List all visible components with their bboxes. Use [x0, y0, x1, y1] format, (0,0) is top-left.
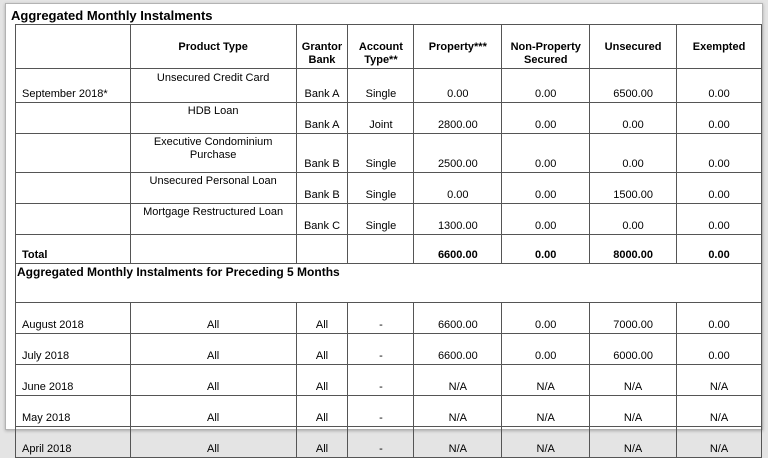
table-row — [16, 103, 762, 134]
month-cell: April 2018 — [16, 427, 131, 458]
month-cell: June 2018 — [16, 365, 131, 396]
report-title: Aggregated Monthly Instalments — [11, 8, 213, 23]
property-cell: 6600.00 — [414, 334, 502, 365]
bank-cell: All — [296, 303, 348, 334]
account-cell: - — [348, 396, 414, 427]
non-property-cell: 0.00 — [502, 173, 590, 204]
non-property-cell: 0.00 — [502, 334, 590, 365]
header-grantor-bank: Grantor Bank — [296, 25, 348, 69]
preceding-section-title: Aggregated Monthly Instalments for Preceding 5 Months — [16, 264, 762, 303]
unsecured-cell: N/A — [590, 427, 677, 458]
table-row — [16, 396, 762, 427]
unsecured-cell: 0.00 — [590, 204, 677, 235]
product-cell: Unsecured Credit Card — [130, 69, 296, 103]
non-property-cell: N/A — [502, 427, 590, 458]
non-property-cell: 0.00 — [502, 103, 590, 134]
month-cell — [16, 173, 131, 204]
table-row — [16, 365, 762, 396]
account-cell: Joint — [348, 103, 414, 134]
account-cell: Single — [348, 134, 414, 173]
bank-cell: All — [296, 427, 348, 458]
unsecured-cell: 6000.00 — [590, 334, 677, 365]
unsecured-cell: 6500.00 — [590, 69, 677, 103]
exempted-cell: N/A — [677, 396, 762, 427]
account-cell: - — [348, 334, 414, 365]
month-cell: July 2018 — [16, 334, 131, 365]
product-cell: All — [130, 396, 296, 427]
unsecured-cell: N/A — [590, 365, 677, 396]
empty-cell — [296, 235, 348, 264]
account-cell: - — [348, 303, 414, 334]
non-property-cell: 0.00 — [502, 303, 590, 334]
total-non-property: 0.00 — [502, 235, 590, 264]
month-cell — [16, 103, 131, 134]
product-cell: All — [130, 365, 296, 396]
current-month-cell: September 2018* — [16, 69, 131, 103]
total-unsecured: 8000.00 — [590, 235, 677, 264]
unsecured-cell: 7000.00 — [590, 303, 677, 334]
table-row — [16, 334, 762, 365]
bank-cell: All — [296, 396, 348, 427]
property-cell: 0.00 — [414, 173, 502, 204]
property-cell: N/A — [414, 396, 502, 427]
header-row — [16, 25, 762, 69]
non-property-cell: 0.00 — [502, 204, 590, 235]
exempted-cell: 0.00 — [677, 303, 762, 334]
instalments-table — [15, 24, 762, 458]
exempted-cell: N/A — [677, 365, 762, 396]
empty-cell — [348, 235, 414, 264]
non-property-cell: N/A — [502, 365, 590, 396]
table-row — [16, 303, 762, 334]
exempted-cell: 0.00 — [677, 134, 762, 173]
account-cell: - — [348, 427, 414, 458]
header-exempted: Exempted — [677, 25, 762, 69]
empty-cell — [130, 235, 296, 264]
non-property-cell: 0.00 — [502, 69, 590, 103]
bank-cell: All — [296, 334, 348, 365]
exempted-cell: 0.00 — [677, 173, 762, 204]
total-label: Total — [16, 235, 131, 264]
product-cell: Executive Condominium Purchase — [130, 134, 296, 173]
month-cell — [16, 134, 131, 173]
table-row — [16, 204, 762, 235]
document-frame — [5, 3, 763, 455]
header-product-type: Product Type — [130, 25, 296, 69]
total-property: 6600.00 — [414, 235, 502, 264]
bank-cell: Bank A — [296, 103, 348, 134]
property-cell: 2800.00 — [414, 103, 502, 134]
total-row — [16, 235, 762, 264]
month-cell — [16, 204, 131, 235]
bank-cell: Bank B — [296, 134, 348, 173]
header-property: Property*** — [414, 25, 502, 69]
unsecured-cell: 0.00 — [590, 103, 677, 134]
exempted-cell: 0.00 — [677, 204, 762, 235]
non-property-cell: 0.00 — [502, 134, 590, 173]
exempted-cell: 0.00 — [677, 334, 762, 365]
bank-cell: All — [296, 365, 348, 396]
header-unsecured: Unsecured — [590, 25, 677, 69]
property-cell: 6600.00 — [414, 303, 502, 334]
exempted-cell: N/A — [677, 427, 762, 458]
exempted-cell: 0.00 — [677, 69, 762, 103]
product-cell: All — [130, 427, 296, 458]
section-heading-row — [16, 264, 762, 303]
month-cell: August 2018 — [16, 303, 131, 334]
unsecured-cell: 1500.00 — [590, 173, 677, 204]
account-cell: Single — [348, 204, 414, 235]
property-cell: 1300.00 — [414, 204, 502, 235]
total-exempted: 0.00 — [677, 235, 762, 264]
product-cell: Unsecured Personal Loan — [130, 173, 296, 204]
table-row — [16, 173, 762, 204]
unsecured-cell: 0.00 — [590, 134, 677, 173]
property-cell: N/A — [414, 427, 502, 458]
non-property-cell: N/A — [502, 396, 590, 427]
property-cell: 2500.00 — [414, 134, 502, 173]
product-cell: HDB Loan — [130, 103, 296, 134]
month-cell: May 2018 — [16, 396, 131, 427]
property-cell: 0.00 — [414, 69, 502, 103]
unsecured-cell: N/A — [590, 396, 677, 427]
account-cell: Single — [348, 173, 414, 204]
bank-cell: Bank B — [296, 173, 348, 204]
exempted-cell: 0.00 — [677, 103, 762, 134]
property-cell: N/A — [414, 365, 502, 396]
table-row — [16, 69, 762, 103]
account-cell: - — [348, 365, 414, 396]
table-row — [16, 134, 762, 173]
header-non-property: Non-Property Secured — [502, 25, 590, 69]
table-row — [16, 427, 762, 458]
product-cell: All — [130, 334, 296, 365]
header-month-cell — [16, 25, 131, 69]
bank-cell: Bank C — [296, 204, 348, 235]
product-cell: Mortgage Restructured Loan — [130, 204, 296, 235]
header-account-type: Account Type** — [348, 25, 414, 69]
product-cell: All — [130, 303, 296, 334]
account-cell: Single — [348, 69, 414, 103]
bank-cell: Bank A — [296, 69, 348, 103]
